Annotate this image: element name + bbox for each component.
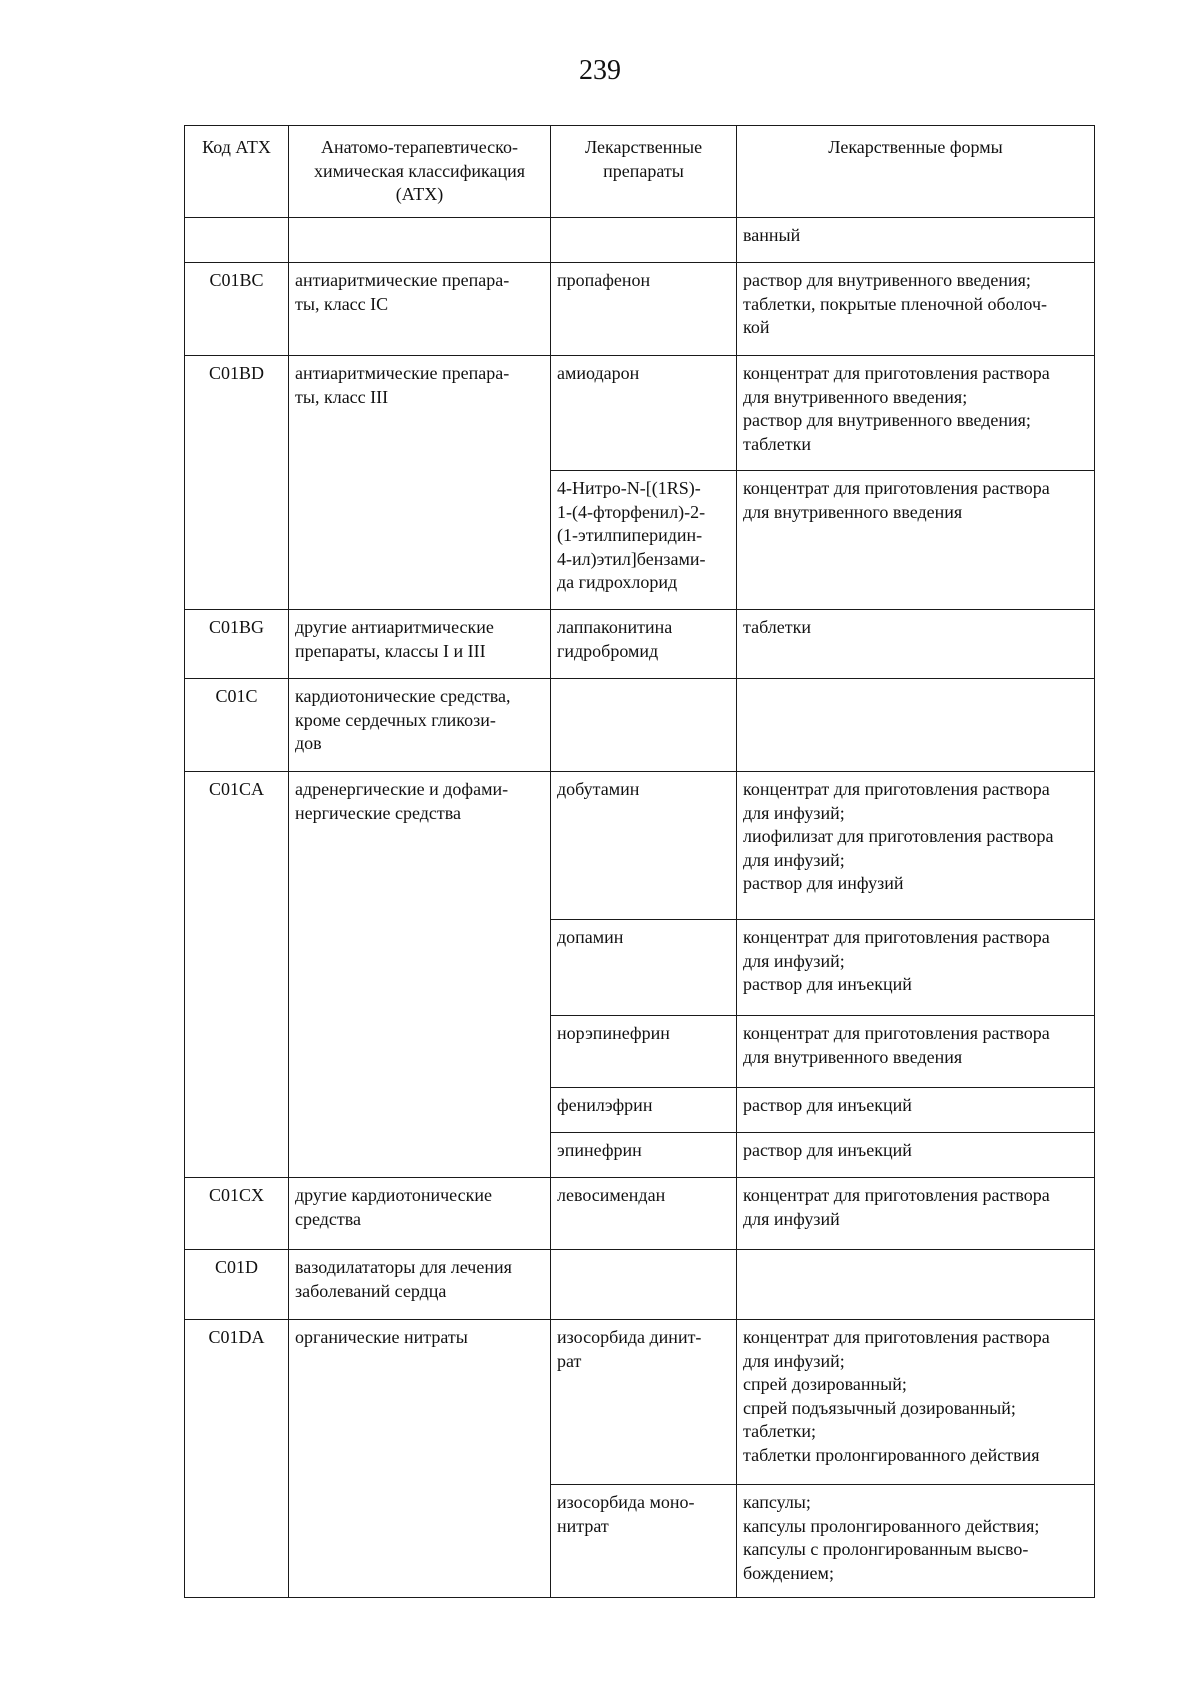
cell-forms xyxy=(737,263,1095,356)
cell-class xyxy=(289,679,551,772)
cell-drug xyxy=(551,218,737,263)
text-line: антиаритмические препара- xyxy=(295,363,510,383)
text-line: раствор для инъекций xyxy=(743,1140,912,1160)
text-line: допамин xyxy=(557,927,624,947)
text-line: кроме сердечных гликози- xyxy=(295,709,496,730)
text-line: бождением; xyxy=(743,1562,834,1583)
text-line: нитрат xyxy=(557,1515,609,1536)
text-line: раствор для внутривенного введения; xyxy=(743,270,1031,290)
cell-drug xyxy=(551,1016,737,1088)
text-line: эпинефрин xyxy=(557,1140,642,1160)
text-line: раствор для внутривенного введения; xyxy=(743,410,1031,430)
atx-table xyxy=(184,125,1095,1598)
text-line: таблетки, покрытые пленочной оболоч- xyxy=(743,293,1047,314)
cell-drug xyxy=(551,1178,737,1250)
cell-drug xyxy=(551,471,737,610)
cell-forms xyxy=(737,679,1095,772)
text-line: концентрат для приготовления раствора xyxy=(743,478,1050,498)
cell-code: C01C xyxy=(185,679,289,772)
text-line: кой xyxy=(743,317,770,337)
text-line: (1-этилпиперидин- xyxy=(557,525,703,545)
text-line: спрей дозированный; xyxy=(743,1374,907,1394)
cell-drug xyxy=(551,920,737,1016)
header-drugs xyxy=(551,126,737,218)
cell-forms xyxy=(737,1016,1095,1088)
cell-drug xyxy=(551,679,737,772)
text-line: для инфузий xyxy=(743,1208,840,1229)
cell-class xyxy=(289,218,551,263)
text-line: фенилэфрин xyxy=(557,1095,653,1115)
text-line: капсулы; xyxy=(743,1492,811,1512)
text-line: для внутривенного введения xyxy=(743,501,963,522)
text-line: ты, класс IC xyxy=(295,293,389,314)
text-line: адренергические и дофами- xyxy=(295,779,509,799)
text-line: концентрат для приготовления раствора xyxy=(743,927,1050,947)
table-row xyxy=(185,1178,1095,1250)
table-row xyxy=(185,679,1095,772)
cell-forms xyxy=(737,218,1095,263)
text-line: для внутривенного введения xyxy=(743,1046,963,1067)
text-line: (АТХ) xyxy=(395,184,444,204)
text-line: кардиотонические средства, xyxy=(295,686,511,706)
text-line: раствор для инфузий xyxy=(743,873,904,893)
cell-code: C01CX xyxy=(185,1178,289,1250)
text-line: препараты, классы I и III xyxy=(295,640,486,661)
cell-code: C01D xyxy=(185,1250,289,1320)
text-line: добутамин xyxy=(557,779,640,799)
text-line: лаппаконитина xyxy=(557,617,673,637)
cell-code xyxy=(185,218,289,263)
text-line: таблетки xyxy=(743,433,812,454)
cell-drug xyxy=(551,1250,737,1320)
text-line: ванный xyxy=(743,225,801,245)
text-line: препараты xyxy=(603,160,684,181)
table-row xyxy=(185,263,1095,356)
cell-forms xyxy=(737,471,1095,610)
cell-forms xyxy=(737,1320,1095,1485)
cell-forms xyxy=(737,1250,1095,1320)
cell-forms xyxy=(737,1485,1095,1598)
cell-forms xyxy=(737,1088,1095,1133)
cell-class xyxy=(289,1178,551,1250)
table-row xyxy=(185,218,1095,263)
table-row xyxy=(185,356,1095,471)
cell-drug xyxy=(551,1088,737,1133)
table-row xyxy=(185,1320,1095,1485)
text-line: таблетки пролонгированного действия xyxy=(743,1444,1040,1465)
table-header-row xyxy=(185,126,1095,218)
text-line: концентрат для приготовления раствора xyxy=(743,1023,1050,1043)
cell-drug xyxy=(551,1485,737,1598)
text-line: для инфузий; xyxy=(743,849,845,870)
text-line: норэпинефрин xyxy=(557,1023,670,1043)
text-line: изосорбида моно- xyxy=(557,1492,695,1512)
text-line: для инфузий; xyxy=(743,802,845,823)
cell-forms xyxy=(737,610,1095,679)
text-line: концентрат для приготовления раствора xyxy=(743,779,1050,799)
cell-drug xyxy=(551,1133,737,1178)
text-line: для инфузий; xyxy=(743,950,845,971)
text-line: средства xyxy=(295,1208,362,1229)
text-line: амиодарон xyxy=(557,363,640,383)
text-line: нергические средства xyxy=(295,802,461,823)
cell-code: C01BC xyxy=(185,263,289,356)
text-line: капсулы пролонгированного действия; xyxy=(743,1515,1040,1536)
text-line: ты, класс III xyxy=(295,386,389,407)
text-line: раствор для инъекций xyxy=(743,974,912,994)
text-line: левосимендан xyxy=(557,1185,666,1205)
text-line: вазодилататоры для лечения xyxy=(295,1257,512,1277)
table-row xyxy=(185,772,1095,920)
cell-forms xyxy=(737,1133,1095,1178)
table-row xyxy=(185,610,1095,679)
text-line: другие антиаритмические xyxy=(295,617,494,637)
text-line: Код АТХ xyxy=(202,137,271,157)
text-line: дов xyxy=(295,733,322,753)
text-line: Анатомо-терапевтическо- xyxy=(321,137,518,157)
header-code xyxy=(185,126,289,218)
text-line: лиофилизат для приготовления раствора xyxy=(743,826,1054,846)
header-classification xyxy=(289,126,551,218)
page-number: 239 xyxy=(579,55,621,86)
cell-code: C01DA xyxy=(185,1320,289,1598)
text-line: 1-(4-фторфенил)-2- xyxy=(557,501,706,522)
text-line: концентрат для приготовления раствора xyxy=(743,1185,1050,1205)
text-line: Лекарственные формы xyxy=(828,137,1003,157)
cell-class xyxy=(289,263,551,356)
text-line: химическая классификация xyxy=(313,160,525,181)
cell-drug xyxy=(551,610,737,679)
cell-forms xyxy=(737,356,1095,471)
cell-forms xyxy=(737,1178,1095,1250)
text-line: для внутривенного введения; xyxy=(743,386,968,407)
text-line: изосорбида динит- xyxy=(557,1327,702,1347)
text-line: спрей подъязычный дозированный; xyxy=(743,1397,1016,1418)
text-line: 4-Нитро-N-[(1RS)- xyxy=(557,478,701,498)
cell-drug xyxy=(551,263,737,356)
cell-class xyxy=(289,1320,551,1598)
text-line: раствор для инъекций xyxy=(743,1095,912,1115)
text-line: да гидрохлорид xyxy=(557,572,678,592)
cell-class xyxy=(289,1250,551,1320)
text-line: таблетки xyxy=(743,617,812,637)
cell-class xyxy=(289,772,551,1178)
cell-forms xyxy=(737,920,1095,1016)
text-line: гидробромид xyxy=(557,640,659,661)
text-line: рат xyxy=(557,1350,582,1371)
cell-code: C01BG xyxy=(185,610,289,679)
text-line: концентрат для приготовления раствора xyxy=(743,363,1050,383)
text-line: Лекарственные xyxy=(584,137,703,157)
cell-code: C01CA xyxy=(185,772,289,1178)
cell-drug xyxy=(551,1320,737,1485)
table-row xyxy=(185,1250,1095,1320)
text-line: 4-ил)этил]бензами- xyxy=(557,548,706,569)
text-line: органические нитраты xyxy=(295,1327,468,1347)
text-line: заболеваний сердца xyxy=(295,1280,447,1301)
cell-class xyxy=(289,610,551,679)
cell-drug xyxy=(551,356,737,471)
text-line: концентрат для приготовления раствора xyxy=(743,1327,1050,1347)
text-line: капсулы с пролонгированным высво- xyxy=(743,1539,1029,1559)
cell-class xyxy=(289,356,551,610)
text-line: пропафенон xyxy=(557,270,651,290)
cell-code: C01BD xyxy=(185,356,289,610)
header-forms xyxy=(737,126,1095,218)
text-line: таблетки; xyxy=(743,1421,817,1441)
text-line: антиаритмические препара- xyxy=(295,270,510,290)
cell-drug xyxy=(551,772,737,920)
cell-forms xyxy=(737,772,1095,920)
text-line: для инфузий; xyxy=(743,1350,845,1371)
text-line: другие кардиотонические xyxy=(295,1185,492,1205)
